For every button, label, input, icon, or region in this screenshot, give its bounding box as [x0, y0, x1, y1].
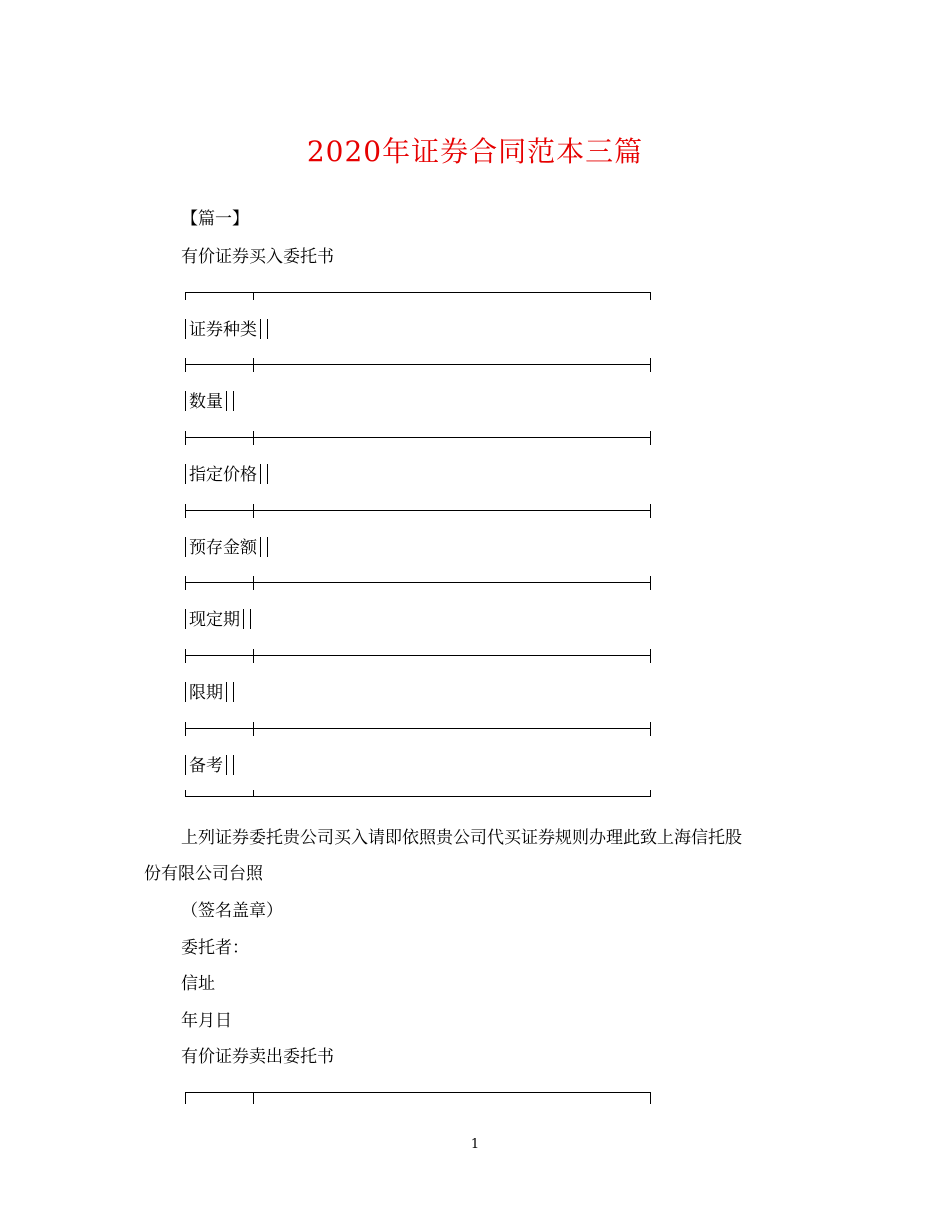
- row-label: 指定价格: [189, 465, 257, 485]
- table-row: [185, 609, 254, 631]
- table-row: [185, 319, 271, 341]
- table-rule: [185, 358, 651, 372]
- row-label: 证券种类: [189, 320, 257, 340]
- paragraph-line: 份有限公司台照: [144, 864, 263, 884]
- row-label: 数量: [189, 392, 223, 412]
- table-row: [185, 682, 237, 704]
- paragraph-line: 上列证券委托贵公司买入请即依照贵公司代买证券规则办理此致上海信托股: [181, 828, 742, 848]
- row-label: 现定期: [189, 610, 240, 630]
- entrusting-party-label: 委托者：: [181, 938, 249, 958]
- section-heading: 【篇一】: [181, 209, 249, 229]
- table-row: [185, 464, 271, 486]
- table-rule: [185, 576, 651, 590]
- table-rule-bottom: [185, 790, 651, 804]
- table-row: [185, 391, 237, 413]
- row-label: 预存金额: [189, 538, 257, 558]
- table-rule-top: [185, 1086, 651, 1104]
- date-label: 年月日: [181, 1011, 232, 1031]
- sign-note: （签名盖章）: [181, 901, 283, 921]
- table-row: [185, 537, 271, 559]
- document-title: 2020年证券合同范本三篇: [306, 135, 644, 168]
- table-rule: [185, 649, 651, 663]
- address-label: 信址: [181, 974, 215, 994]
- page-number: 1: [470, 1137, 480, 1152]
- table-rule: [185, 431, 651, 445]
- table-row: [185, 755, 237, 777]
- table-rule: [185, 504, 651, 518]
- form-title-sell: 有价证券卖出委托书: [181, 1047, 334, 1067]
- form-title-buy: 有价证券买入委托书: [181, 247, 334, 267]
- table-rule: [185, 722, 651, 736]
- row-label: 限期: [189, 683, 223, 703]
- table-rule-top: [185, 286, 651, 300]
- row-label: 备考: [189, 756, 223, 776]
